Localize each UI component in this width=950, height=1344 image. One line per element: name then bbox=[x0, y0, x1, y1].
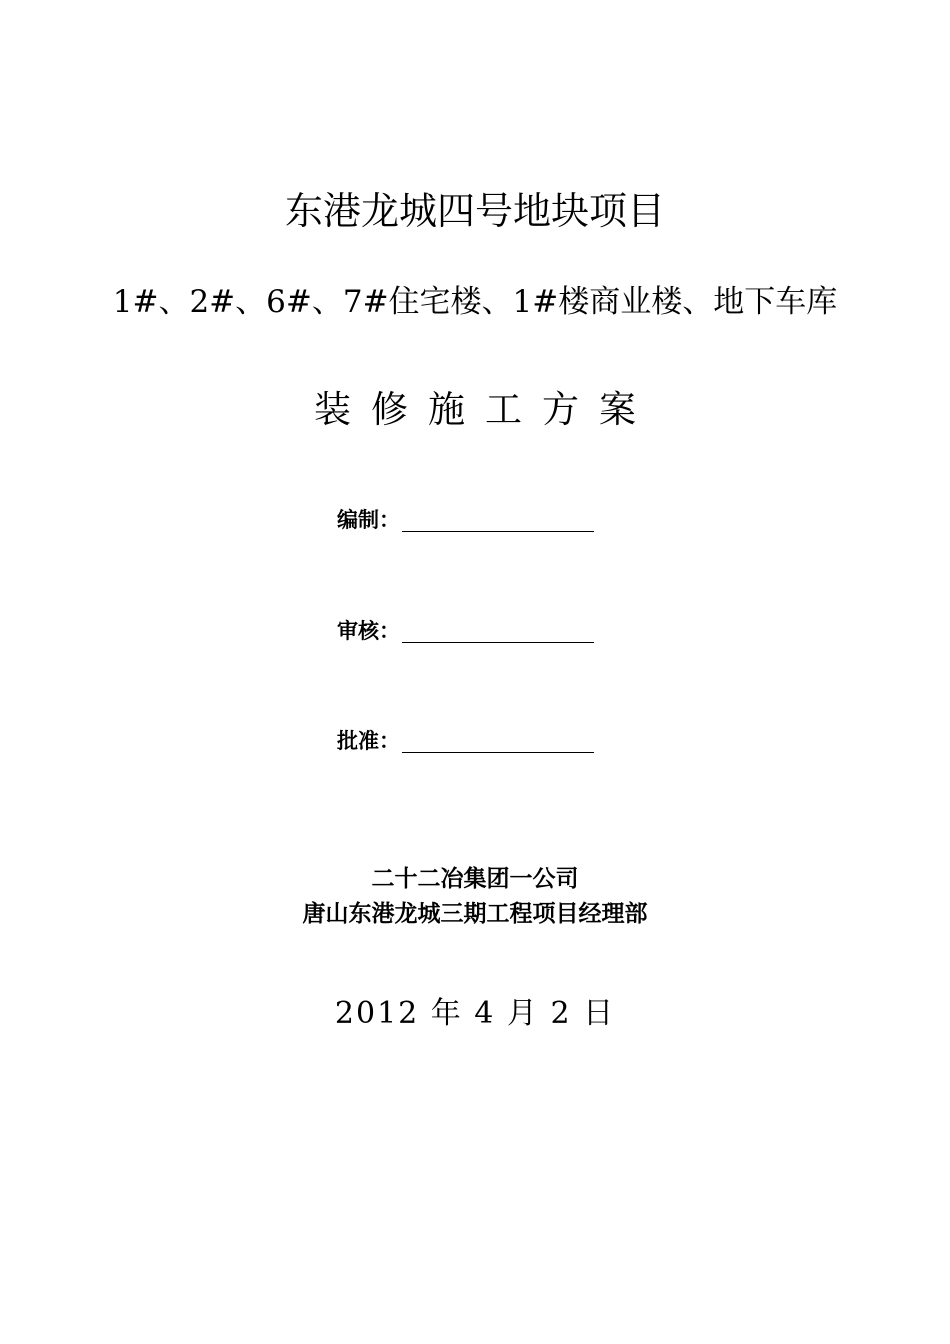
signature-blank-prepared bbox=[402, 505, 594, 532]
signature-row-reviewed bbox=[337, 611, 594, 645]
document-title: 东港龙城四号地块项目 bbox=[284, 189, 665, 233]
signature-row-prepared bbox=[337, 500, 594, 534]
signature-row-approved bbox=[337, 721, 594, 755]
signature-label-prepared: 编制： bbox=[337, 508, 400, 532]
department-name: 唐山东港龙城三期工程项目经理部 bbox=[302, 901, 648, 927]
document-subtitle: 1#、2#、6#、7#住宅楼、1#楼商业楼、地下车库 bbox=[112, 284, 838, 320]
document-date: 2012 年 4 月 2 日 bbox=[334, 996, 616, 1031]
signature-blank-reviewed bbox=[402, 616, 594, 643]
signature-blank-approved bbox=[402, 726, 594, 753]
signature-label-approved: 批准： bbox=[337, 729, 400, 753]
signature-label-reviewed: 审核： bbox=[337, 619, 400, 643]
document-type: 装修施工方案 bbox=[314, 388, 656, 431]
company-name: 二十二冶集团一公司 bbox=[371, 866, 579, 892]
